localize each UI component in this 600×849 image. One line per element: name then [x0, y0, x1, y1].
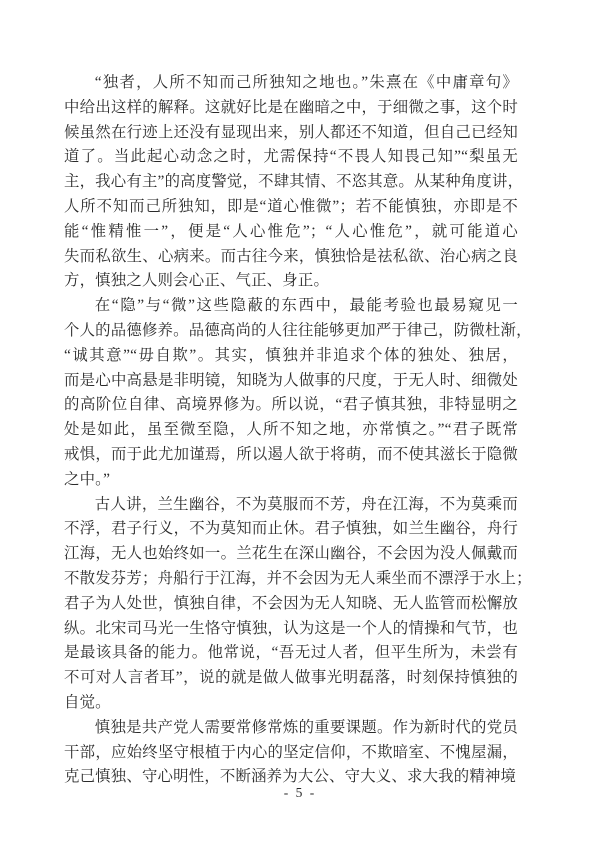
text-line: “独者，人所不知而己所独知之地也。”朱熹在《中庸章句》 [94, 74, 518, 91]
text-line: “诚其意”“毋自欺”。其实，慎独并非追求个体的独处、独居， [64, 346, 518, 364]
text-line: 候虽然在行迹上还没有显现出来，别人都还不知道，但自己已经知 [64, 123, 518, 141]
text-line: 戒惧，而于此尤加谨焉，所以遏人欲于将萌，而不使其滋长于隐微 [64, 445, 518, 463]
text-line: 能“惟精惟一”，便是“人心惟危”；“人心惟危”，就可能道心 [64, 222, 518, 240]
text-line: 不浮，君子行义，不为莫知而止休。君子慎独，如兰生幽谷，舟行 [64, 520, 518, 538]
text-line: 处是如此，虽至微至隐，人所不知之地，亦常慎之。”“君子既常 [64, 421, 518, 439]
paragraph [64, 294, 532, 492]
text-line: 人所不知而己所独知，即是“道心惟微”；若不能慎独，亦即是不 [64, 197, 518, 215]
text-line: 主，我心有主”的高度警觉，不肆其情、不恣其意。从某种角度讲， [64, 173, 524, 191]
text-line: 失而私欲生、心病来。而古往今来，慎独恰是祛私欲、治心病之良 [64, 247, 518, 265]
paragraph [64, 71, 524, 294]
text-line: 不散发芬芳；舟船行于江海，并不会因为无人乘坐而不漂浮于水上； [64, 569, 532, 587]
text-line: 在“隐”与“微”这些隐蔽的东西中，最能考验也最易窥见一 [94, 297, 518, 315]
text-line: 慎独是共产党人需要常修常炼的重要课题。作为新时代的党员 [94, 718, 518, 736]
paragraph [64, 493, 532, 716]
text-line: 之中。” [64, 470, 111, 488]
text-line: 个人的品德修养。品德高尚的人往往能够更加严于律己，防微杜渐， [64, 321, 532, 339]
text-line: 而是心中高悬是非明镜，知晓为人做事的尺度，于无人时、细微处 [64, 371, 518, 389]
text-line: 江海，无人也始终如一。兰花生在深山幽谷，不会因为没人佩戴而 [64, 545, 518, 563]
text-line: 不可对人言者耳”，说的就是做人做事光明磊落，时刻保持慎独的 [64, 669, 518, 687]
text-line: 古人讲，兰生幽谷，不为莫服而不芳，舟在江海，不为莫乘而 [94, 495, 518, 513]
text-line: 自觉。 [64, 693, 111, 711]
text-line: 是最该具备的能力。他常说，“吾无过人者，但平生所为，未尝有 [64, 644, 518, 662]
text-line: 克己慎独、守心明性，不断涵养为大公、守大义、求大我的精神境 [64, 768, 517, 786]
paragraph [64, 716, 518, 790]
page-number: - 5 - [283, 785, 317, 800]
text-line: 君子为人处世，慎独自律，不会因为无人知晓、无人监管而松懈放 [64, 594, 518, 612]
text-line: 的高阶位自律、高境界修为。所以说，“君子慎其独，非特显明之 [64, 396, 518, 414]
text-line: 干部，应始终坚守根植于内心的坚定信仰，不欺暗室、不愧屋漏， [64, 743, 518, 761]
text-line: 中给出这样的解释。这就好比是在幽暗之中，于细微之事，这个时 [64, 98, 518, 116]
text-line: 道了。当此起心动念之时，尤需保持“不畏人知畏己知”“梨虽无 [64, 148, 518, 166]
document-body [64, 71, 532, 790]
text-line: 方，慎独之人则会心正、气正、身正。 [64, 272, 330, 290]
text-line: 纵。北宋司马光一生恪守慎独，认为这是一个人的情操和气节，也 [64, 619, 518, 637]
